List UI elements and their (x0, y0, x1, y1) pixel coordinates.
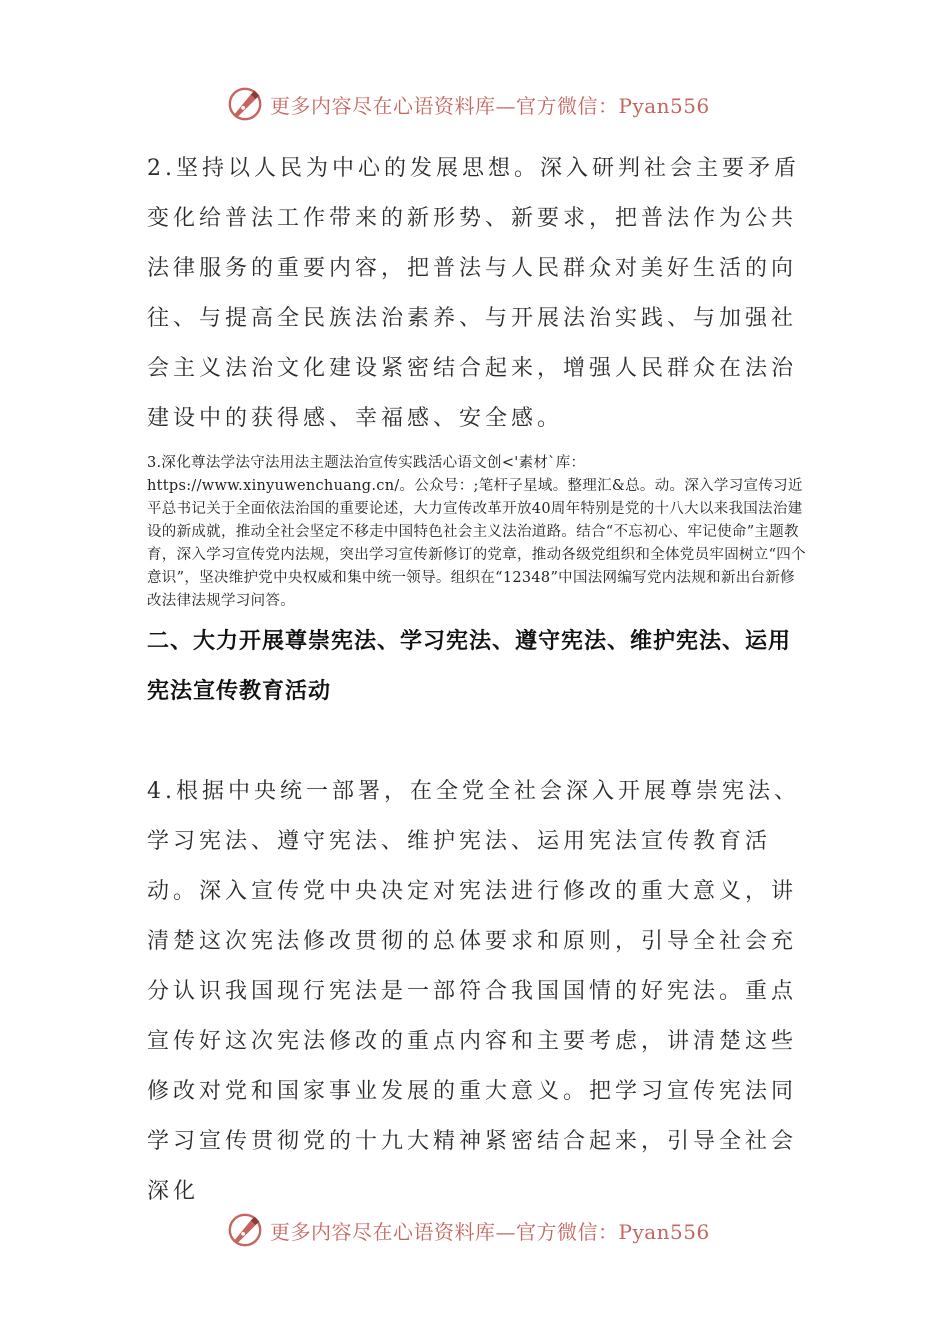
footer-banner-text: 更多内容尽在心语资料库—官方微信：Pyan556 (270, 1219, 710, 1244)
section-heading-2: 二、大力开展尊崇宪法、学习宪法、遵守宪法、维护宪法、运用宪法宣传教育活动 (147, 629, 792, 704)
pen-nib-logo-icon (226, 85, 264, 123)
paragraph-4: 4.根据中央统一部署，在全党全社会深入开展尊崇宪法、学习宪法、遵守宪法、维护宪法、运用宪法宣传教育活动。深入宣传党中央决定对宪法进行修改的重大意义，讲清楚这次宪法修改贯彻的总体要求和原则，引导全社会充分认识我国现行宪法是一部符合我国国情的好宪法。重点宣传好这次宪法修改的重点内容和主要考虑，讲清楚这些修改对党和国家事业发展的重大意义。把学习宣传宪法同学习宣传贯彻党的十九大精神紧密结合起来，引导全社会深化 (147, 779, 800, 1204)
spacer (147, 717, 807, 767)
paragraph-2: 2.坚持以人民为中心的发展思想。深入研判社会主要矛盾变化给普法工作带来的新形势、新要求，把普法作为公共法律服务的重要内容，把普法与人民群众对美好生活的向往、与提高全民族法治素养、与开展法治实践、与加强社会主义法治文化建设紧密结合起来，增强人民群众在法治建设中的获得感、幸福感、安全感。 (147, 156, 800, 431)
pen-nib-logo-icon (226, 1211, 264, 1249)
header-banner (226, 84, 726, 124)
document-body (147, 144, 807, 1217)
footer-banner (226, 1210, 726, 1250)
paragraph-3: 3.深化尊法学法守法用法主题法治宣传实践活心语文创<'素材`库：https://www.xinyuwenchuang.cn/。公众号：;笔杆子星域。整理汇&总。动。深入学习宣传习近平总书记关于全面依法治国的重要论述，大力宣传改革开放40周年特别是党的十八大以来我国法治建设的新成就，推动全社会坚定不移走中国特色社会主义法治道路。结合“不忘初心、牢记使命”主题教育，深入学习宣传党内法规，突出学习宣传新修订的党章，推动各级党组织和全体党员牢固树立“四个意识”，坚决维护党中央权威和集中统一领导。组织在“12348”中国法网编写党内法规和新出台新修改法律法规学习问答。 (147, 455, 806, 609)
header-banner-text: 更多内容尽在心语资料库—官方微信：Pyan556 (270, 93, 710, 118)
